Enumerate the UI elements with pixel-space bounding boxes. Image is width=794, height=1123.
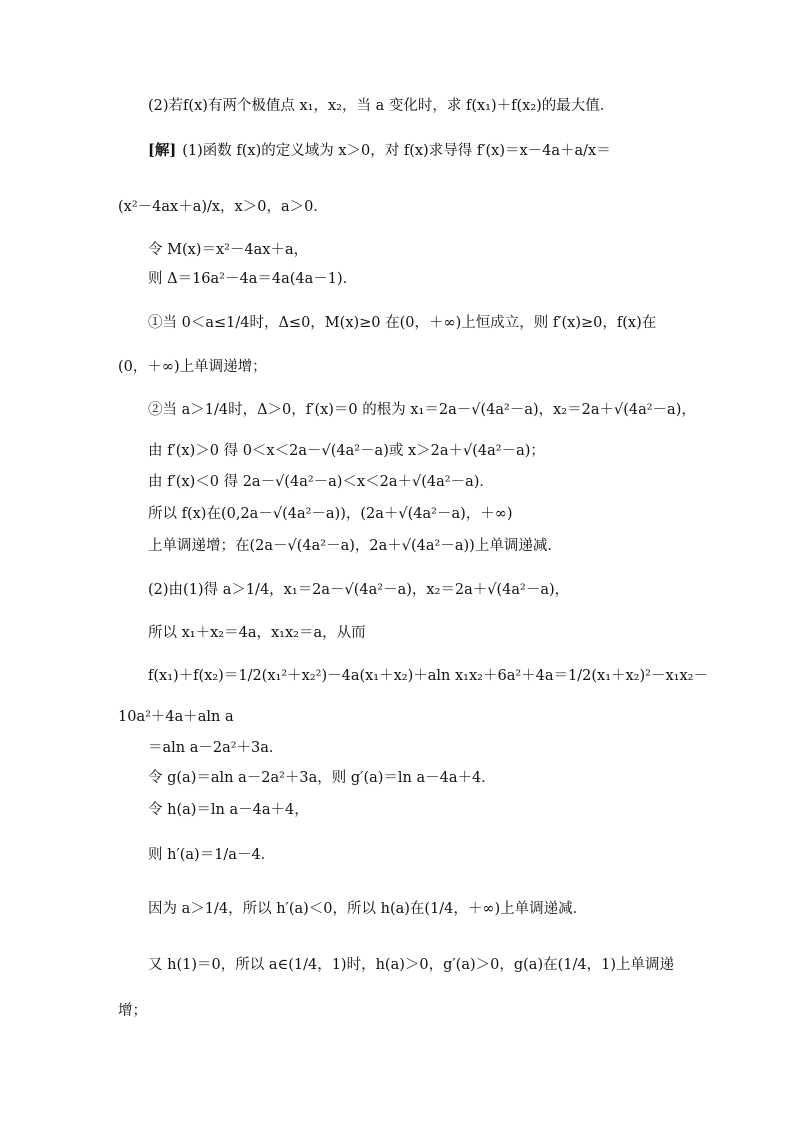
question-part-2: (2)若f(x)有两个极值点 x₁，x₂，当 a 变化时，求 f(x₁)＋f(x₂)的最大值．	[148, 98, 615, 114]
solution-line: (2)由(1)得 a＞1/4，x₁＝2a－√(4a²－a)，x₂＝2a＋√(4a²－a)，	[148, 582, 570, 598]
solution-line: 又 h(1)＝0，所以 a∈(1/4，1)时，h(a)＞0，g′(a)＞0，g(a)在(1/4，1)上单调递	[148, 957, 674, 973]
solution-line: 则 Δ＝16a²－4a＝4a(4a－1)．	[148, 271, 358, 287]
solution-tag: [解]	[148, 142, 177, 159]
solution-line: 由 f′(x)＜0 得 2a－√(4a²－a)＜x＜2a＋√(4a²－a)．	[148, 474, 494, 490]
solution-line: 上单调递增；在(2a－√(4a²－a)，2a＋√(4a²－a))上单调递减．	[148, 538, 562, 554]
solution-line: 由 f′(x)＞0 得 0＜x＜2a－√(4a²－a)或 x＞2a＋√(4a²－a)；	[148, 443, 545, 459]
solution-line: 因为 a＞1/4，所以 h′(a)＜0，所以 h(a)在(1/4，＋∞)上单调递减．	[148, 901, 588, 917]
solution-line: (x²－4ax＋a)/x，x＞0，a＞0．	[118, 199, 328, 215]
solution-line: [解] (1)函数 f(x)的定义域为 x＞0，对 f(x)求导得 f′(x)＝x－4a＋a/x＝	[148, 142, 611, 159]
solution-line: 令 h(a)＝ln a－4a＋4，	[148, 802, 309, 818]
solution-line: 增；	[118, 1003, 147, 1019]
solution-line: f(x₁)＋f(x₂)＝1/2(x₁²＋x₂²)－4a(x₁＋x₂)＋aln x₁x₂＋6a²＋4a＝1/2(x₁＋x₂)²－x₁x₂－	[148, 668, 708, 684]
solution-line: 令 M(x)＝x²－4ax＋a，	[148, 242, 309, 258]
solution-line: 10a²＋4a＋aln a	[118, 709, 234, 725]
solution-line: ＝aln a－2a²＋3a．	[148, 740, 284, 756]
solution-line: 所以 x₁＋x₂＝4a，x₁x₂＝a，从而	[148, 625, 366, 641]
solution-line: 令 g(a)＝aln a－2a²＋3a，则 g′(a)＝ln a－4a＋4．	[148, 770, 496, 786]
solution-line: ①当 0＜a≤1/4时，Δ≤0，M(x)≥0 在(0，＋∞)上恒成立，则 f′(x)≥0，f(x)在	[148, 315, 657, 331]
solution-line: 则 h′(a)＝1/a－4．	[148, 847, 276, 863]
solution-line: (0，＋∞)上单调递增；	[118, 359, 267, 375]
solution-line: ②当 a＞1/4时，Δ＞0，f′(x)＝0 的根为 x₁＝2a－√(4a²－a)，x₂＝2a＋√(4a²－a)，	[148, 402, 696, 418]
solution-line: 所以 f(x)在(0,2a－√(4a²－a))，(2a＋√(4a²－a)，＋∞)	[148, 506, 513, 522]
